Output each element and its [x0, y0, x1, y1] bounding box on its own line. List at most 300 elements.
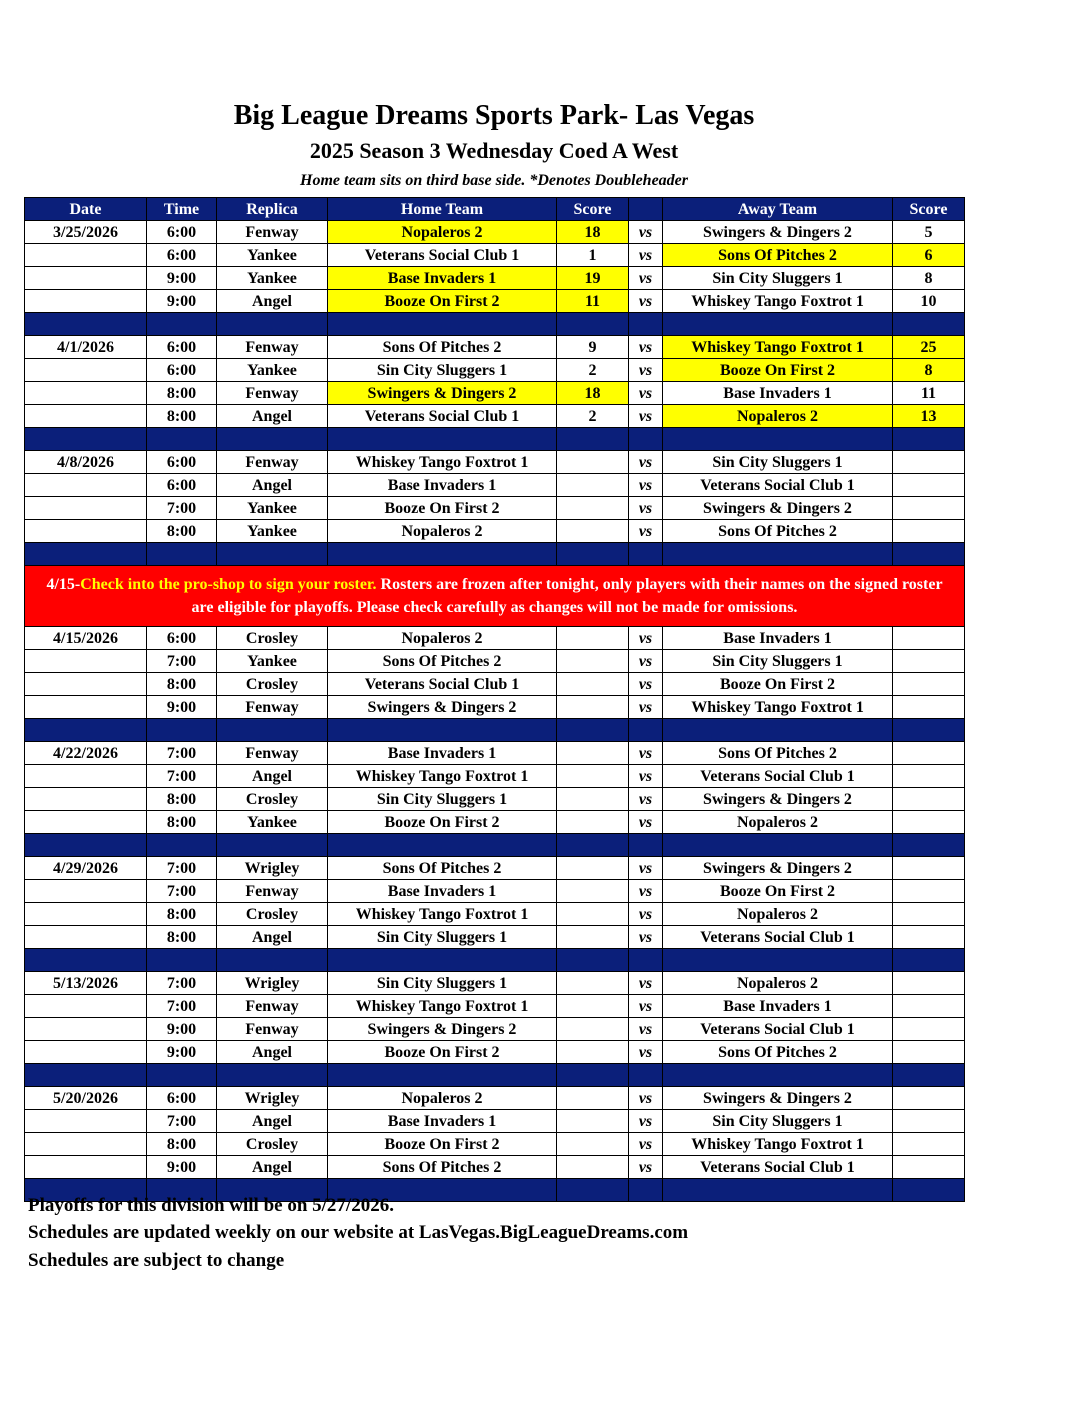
away-team-cell: Veterans Social Club 1 [663, 765, 893, 788]
time-cell: 7:00 [147, 880, 217, 903]
away-team-cell: Veterans Social Club 1 [663, 926, 893, 949]
home-score-cell [557, 857, 629, 880]
date-cell [25, 244, 147, 267]
col-replica: Replica [217, 198, 328, 221]
away-team-cell: Booze On First 2 [663, 673, 893, 696]
game-row [25, 972, 965, 995]
date-cell [25, 880, 147, 903]
notice-highlight: Check into the pro-shop to sign your roster. [80, 576, 377, 593]
game-row [25, 290, 965, 313]
schedule-table [24, 197, 965, 1202]
replica-cell: Wrigley [217, 1087, 328, 1110]
time-cell: 9:00 [147, 1156, 217, 1179]
away-team-cell: Nopaleros 2 [663, 972, 893, 995]
home-score-cell [557, 995, 629, 1018]
notice-prefix: 4/15- [46, 576, 81, 593]
away-team-cell: Whiskey Tango Foxtrot 1 [663, 1133, 893, 1156]
home-team-cell: Base Invaders 1 [328, 474, 557, 497]
game-row [25, 382, 965, 405]
time-cell: 9:00 [147, 1018, 217, 1041]
away-score-cell [893, 497, 965, 520]
home-team-cell: Base Invaders 1 [328, 267, 557, 290]
away-team-cell: Veterans Social Club 1 [663, 474, 893, 497]
week-separator [25, 543, 965, 566]
away-score-cell [893, 627, 965, 650]
replica-cell: Yankee [217, 359, 328, 382]
away-team-cell: Veterans Social Club 1 [663, 1018, 893, 1041]
separator-cell [217, 428, 328, 451]
replica-cell: Angel [217, 1110, 328, 1133]
separator-cell [147, 428, 217, 451]
home-score-cell: 18 [557, 382, 629, 405]
home-team-cell: Booze On First 2 [328, 811, 557, 834]
game-row [25, 880, 965, 903]
home-score-cell [557, 903, 629, 926]
away-score-cell [893, 650, 965, 673]
home-score-cell [557, 972, 629, 995]
vs-cell: vs [629, 742, 663, 765]
vs-cell: vs [629, 880, 663, 903]
away-score-cell [893, 903, 965, 926]
separator-cell [147, 543, 217, 566]
away-team-cell: Sons Of Pitches 2 [663, 244, 893, 267]
col-away-score: Score [893, 198, 965, 221]
home-team-cell: Whiskey Tango Foxtrot 1 [328, 451, 557, 474]
date-cell [25, 382, 147, 405]
away-score-cell [893, 1133, 965, 1156]
separator-cell [893, 1179, 965, 1202]
time-cell: 8:00 [147, 788, 217, 811]
replica-cell: Fenway [217, 880, 328, 903]
replica-cell: Fenway [217, 382, 328, 405]
replica-cell: Fenway [217, 696, 328, 719]
home-score-cell [557, 673, 629, 696]
vs-cell: vs [629, 244, 663, 267]
home-team-cell: Booze On First 2 [328, 1133, 557, 1156]
away-team-cell: Base Invaders 1 [663, 627, 893, 650]
time-cell: 6:00 [147, 627, 217, 650]
away-score-cell [893, 926, 965, 949]
away-team-cell: Whiskey Tango Foxtrot 1 [663, 336, 893, 359]
separator-cell [557, 719, 629, 742]
separator-cell [25, 428, 147, 451]
vs-cell: vs [629, 382, 663, 405]
away-team-cell: Booze On First 2 [663, 359, 893, 382]
replica-cell: Fenway [217, 995, 328, 1018]
separator-cell [147, 834, 217, 857]
time-cell: 9:00 [147, 290, 217, 313]
home-score-cell [557, 742, 629, 765]
date-cell [25, 359, 147, 382]
game-row [25, 742, 965, 765]
col-home-score: Score [557, 198, 629, 221]
home-team-cell: Whiskey Tango Foxtrot 1 [328, 995, 557, 1018]
week-separator [25, 719, 965, 742]
separator-cell [328, 313, 557, 336]
game-row [25, 995, 965, 1018]
home-score-cell [557, 1041, 629, 1064]
replica-cell: Yankee [217, 811, 328, 834]
vs-cell: vs [629, 1156, 663, 1179]
replica-cell: Wrigley [217, 857, 328, 880]
home-score-cell [557, 880, 629, 903]
date-cell: 4/22/2026 [25, 742, 147, 765]
home-score-cell [557, 650, 629, 673]
home-team-cell: Sons Of Pitches 2 [328, 650, 557, 673]
time-cell: 6:00 [147, 221, 217, 244]
home-team-cell: Veterans Social Club 1 [328, 673, 557, 696]
home-score-cell [557, 811, 629, 834]
separator-cell [25, 719, 147, 742]
game-row [25, 474, 965, 497]
away-score-cell [893, 1110, 965, 1133]
separator-cell [663, 719, 893, 742]
vs-cell: vs [629, 474, 663, 497]
away-score-cell [893, 696, 965, 719]
away-score-cell [893, 880, 965, 903]
away-score-cell: 6 [893, 244, 965, 267]
away-team-cell: Swingers & Dingers 2 [663, 1087, 893, 1110]
away-team-cell: Base Invaders 1 [663, 382, 893, 405]
week-separator [25, 1064, 965, 1087]
week-separator [25, 428, 965, 451]
vs-cell: vs [629, 221, 663, 244]
vs-cell: vs [629, 520, 663, 543]
vs-cell: vs [629, 451, 663, 474]
away-team-cell: Swingers & Dingers 2 [663, 221, 893, 244]
separator-cell [557, 313, 629, 336]
date-cell [25, 1110, 147, 1133]
away-team-cell: Sons Of Pitches 2 [663, 1041, 893, 1064]
home-score-cell [557, 696, 629, 719]
home-team-cell: Sin City Sluggers 1 [328, 972, 557, 995]
date-cell [25, 926, 147, 949]
game-row [25, 627, 965, 650]
vs-cell: vs [629, 995, 663, 1018]
date-cell [25, 696, 147, 719]
col-date: Date [25, 198, 147, 221]
date-cell [25, 1018, 147, 1041]
away-team-cell: Sons Of Pitches 2 [663, 520, 893, 543]
vs-cell: vs [629, 336, 663, 359]
date-cell [25, 1133, 147, 1156]
away-score-cell [893, 857, 965, 880]
separator-cell [557, 543, 629, 566]
time-cell: 6:00 [147, 336, 217, 359]
date-cell [25, 811, 147, 834]
home-team-cell: Base Invaders 1 [328, 880, 557, 903]
separator-cell [147, 313, 217, 336]
game-row [25, 650, 965, 673]
date-cell [25, 995, 147, 1018]
date-cell [25, 1156, 147, 1179]
separator-cell [328, 543, 557, 566]
vs-cell: vs [629, 359, 663, 382]
separator-cell [663, 313, 893, 336]
separator-cell [328, 834, 557, 857]
away-score-cell: 11 [893, 382, 965, 405]
home-team-cell: Nopaleros 2 [328, 1087, 557, 1110]
separator-cell [25, 949, 147, 972]
away-score-cell: 10 [893, 290, 965, 313]
separator-cell [147, 719, 217, 742]
home-score-cell: 2 [557, 405, 629, 428]
home-score-cell: 2 [557, 359, 629, 382]
vs-cell: vs [629, 1133, 663, 1156]
vs-cell: vs [629, 497, 663, 520]
away-team-cell: Sin City Sluggers 1 [663, 267, 893, 290]
time-cell: 8:00 [147, 405, 217, 428]
date-cell [25, 405, 147, 428]
replica-cell: Angel [217, 405, 328, 428]
replica-cell: Crosley [217, 1133, 328, 1156]
separator-cell [893, 834, 965, 857]
game-row [25, 1110, 965, 1133]
replica-cell: Angel [217, 1156, 328, 1179]
replica-cell: Fenway [217, 221, 328, 244]
roster-notice [25, 566, 965, 627]
separator-cell [893, 543, 965, 566]
separator-cell [557, 428, 629, 451]
away-score-cell [893, 788, 965, 811]
date-cell [25, 1041, 147, 1064]
separator-cell [663, 949, 893, 972]
home-team-cell: Booze On First 2 [328, 1041, 557, 1064]
date-cell [25, 290, 147, 313]
separator-cell [328, 1064, 557, 1087]
away-score-cell [893, 520, 965, 543]
separator-cell [629, 949, 663, 972]
separator-cell [557, 834, 629, 857]
date-cell: 4/1/2026 [25, 336, 147, 359]
game-row [25, 1087, 965, 1110]
replica-cell: Yankee [217, 244, 328, 267]
time-cell: 9:00 [147, 1041, 217, 1064]
away-score-cell [893, 1087, 965, 1110]
home-score-cell [557, 1087, 629, 1110]
time-cell: 7:00 [147, 765, 217, 788]
game-row [25, 857, 965, 880]
vs-cell: vs [629, 811, 663, 834]
separator-cell [217, 543, 328, 566]
time-cell: 8:00 [147, 382, 217, 405]
separator-cell [217, 834, 328, 857]
away-team-cell: Sin City Sluggers 1 [663, 650, 893, 673]
replica-cell: Fenway [217, 336, 328, 359]
game-row [25, 244, 965, 267]
time-cell: 9:00 [147, 267, 217, 290]
away-score-cell: 8 [893, 359, 965, 382]
away-score-cell: 13 [893, 405, 965, 428]
replica-cell: Wrigley [217, 972, 328, 995]
time-cell: 7:00 [147, 995, 217, 1018]
col-vs [629, 198, 663, 221]
home-team-cell: Sons Of Pitches 2 [328, 1156, 557, 1179]
date-cell [25, 650, 147, 673]
separator-cell [147, 1064, 217, 1087]
game-row [25, 811, 965, 834]
away-team-cell: Veterans Social Club 1 [663, 1156, 893, 1179]
game-row [25, 1156, 965, 1179]
away-team-cell: Sin City Sluggers 1 [663, 451, 893, 474]
time-cell: 6:00 [147, 474, 217, 497]
replica-cell: Fenway [217, 1018, 328, 1041]
separator-cell [629, 313, 663, 336]
game-row [25, 497, 965, 520]
separator-cell [25, 834, 147, 857]
week-separator [25, 949, 965, 972]
away-score-cell [893, 811, 965, 834]
date-cell: 4/15/2026 [25, 627, 147, 650]
home-team-note: Home team sits on third base side. *Denotes Doubleheader [300, 172, 688, 189]
vs-cell: vs [629, 926, 663, 949]
separator-cell [663, 543, 893, 566]
separator-cell [25, 543, 147, 566]
separator-cell [25, 313, 147, 336]
home-team-cell: Veterans Social Club 1 [328, 244, 557, 267]
separator-cell [557, 1179, 629, 1202]
replica-cell: Angel [217, 474, 328, 497]
separator-cell [25, 1064, 147, 1087]
date-cell: 5/13/2026 [25, 972, 147, 995]
replica-cell: Yankee [217, 650, 328, 673]
game-row [25, 221, 965, 244]
game-row [25, 765, 965, 788]
away-team-cell: Swingers & Dingers 2 [663, 857, 893, 880]
home-team-cell: Sin City Sluggers 1 [328, 788, 557, 811]
home-team-cell: Booze On First 2 [328, 497, 557, 520]
date-cell [25, 267, 147, 290]
vs-cell: vs [629, 696, 663, 719]
col-away-team: Away Team [663, 198, 893, 221]
away-score-cell [893, 765, 965, 788]
separator-cell [217, 949, 328, 972]
change-note: Schedules are subject to change [28, 1250, 285, 1271]
replica-cell: Angel [217, 1041, 328, 1064]
time-cell: 8:00 [147, 926, 217, 949]
separator-cell [217, 1064, 328, 1087]
away-score-cell [893, 673, 965, 696]
vs-cell: vs [629, 765, 663, 788]
away-team-cell: Swingers & Dingers 2 [663, 497, 893, 520]
notice-body [25, 566, 965, 627]
away-score-cell [893, 474, 965, 497]
away-score-cell [893, 451, 965, 474]
home-score-cell [557, 474, 629, 497]
away-score-cell [893, 1156, 965, 1179]
time-cell: 8:00 [147, 673, 217, 696]
time-cell: 8:00 [147, 1133, 217, 1156]
date-cell [25, 520, 147, 543]
game-row [25, 903, 965, 926]
home-score-cell: 18 [557, 221, 629, 244]
date-cell [25, 903, 147, 926]
game-row [25, 267, 965, 290]
col-time: Time [147, 198, 217, 221]
game-row [25, 1018, 965, 1041]
replica-cell: Yankee [217, 497, 328, 520]
separator-cell [663, 1064, 893, 1087]
vs-cell: vs [629, 673, 663, 696]
time-cell: 7:00 [147, 857, 217, 880]
week-separator [25, 834, 965, 857]
home-team-cell: Swingers & Dingers 2 [328, 1018, 557, 1041]
home-score-cell: 1 [557, 244, 629, 267]
home-score-cell: 19 [557, 267, 629, 290]
replica-cell: Fenway [217, 742, 328, 765]
game-row [25, 926, 965, 949]
home-team-cell: Swingers & Dingers 2 [328, 696, 557, 719]
game-row [25, 405, 965, 428]
home-team-cell: Whiskey Tango Foxtrot 1 [328, 765, 557, 788]
vs-cell: vs [629, 1018, 663, 1041]
vs-cell: vs [629, 972, 663, 995]
separator-cell [663, 1179, 893, 1202]
home-team-cell: Sin City Sluggers 1 [328, 359, 557, 382]
replica-cell: Yankee [217, 267, 328, 290]
vs-cell: vs [629, 857, 663, 880]
away-score-cell [893, 995, 965, 1018]
week-separator [25, 313, 965, 336]
vs-cell: vs [629, 290, 663, 313]
away-team-cell: Whiskey Tango Foxtrot 1 [663, 696, 893, 719]
home-score-cell [557, 1018, 629, 1041]
time-cell: 8:00 [147, 903, 217, 926]
away-team-cell: Swingers & Dingers 2 [663, 788, 893, 811]
away-score-cell [893, 742, 965, 765]
time-cell: 6:00 [147, 244, 217, 267]
date-cell [25, 788, 147, 811]
home-score-cell: 11 [557, 290, 629, 313]
time-cell: 7:00 [147, 972, 217, 995]
separator-cell [663, 428, 893, 451]
separator-cell [893, 719, 965, 742]
home-team-cell: Sons Of Pitches 2 [328, 336, 557, 359]
schedule-body-before-notice [25, 221, 965, 566]
away-score-cell [893, 972, 965, 995]
date-cell: 5/20/2026 [25, 1087, 147, 1110]
replica-cell: Crosley [217, 673, 328, 696]
game-row [25, 696, 965, 719]
date-cell [25, 673, 147, 696]
away-team-cell: Nopaleros 2 [663, 811, 893, 834]
replica-cell: Crosley [217, 788, 328, 811]
separator-cell [893, 313, 965, 336]
time-cell: 6:00 [147, 1087, 217, 1110]
home-team-cell: Base Invaders 1 [328, 742, 557, 765]
home-team-cell: Swingers & Dingers 2 [328, 382, 557, 405]
game-row [25, 359, 965, 382]
replica-cell: Fenway [217, 451, 328, 474]
separator-cell [893, 1064, 965, 1087]
time-cell: 8:00 [147, 811, 217, 834]
separator-cell [629, 834, 663, 857]
date-cell [25, 765, 147, 788]
date-cell [25, 474, 147, 497]
date-cell [25, 497, 147, 520]
game-row [25, 451, 965, 474]
separator-cell [147, 949, 217, 972]
away-team-cell: Nopaleros 2 [663, 405, 893, 428]
col-home-team: Home Team [328, 198, 557, 221]
home-score-cell: 9 [557, 336, 629, 359]
away-team-cell: Base Invaders 1 [663, 995, 893, 1018]
game-row [25, 336, 965, 359]
home-team-cell: Sin City Sluggers 1 [328, 926, 557, 949]
time-cell: 8:00 [147, 520, 217, 543]
home-team-cell: Veterans Social Club 1 [328, 405, 557, 428]
roster-notice-row [25, 566, 965, 627]
